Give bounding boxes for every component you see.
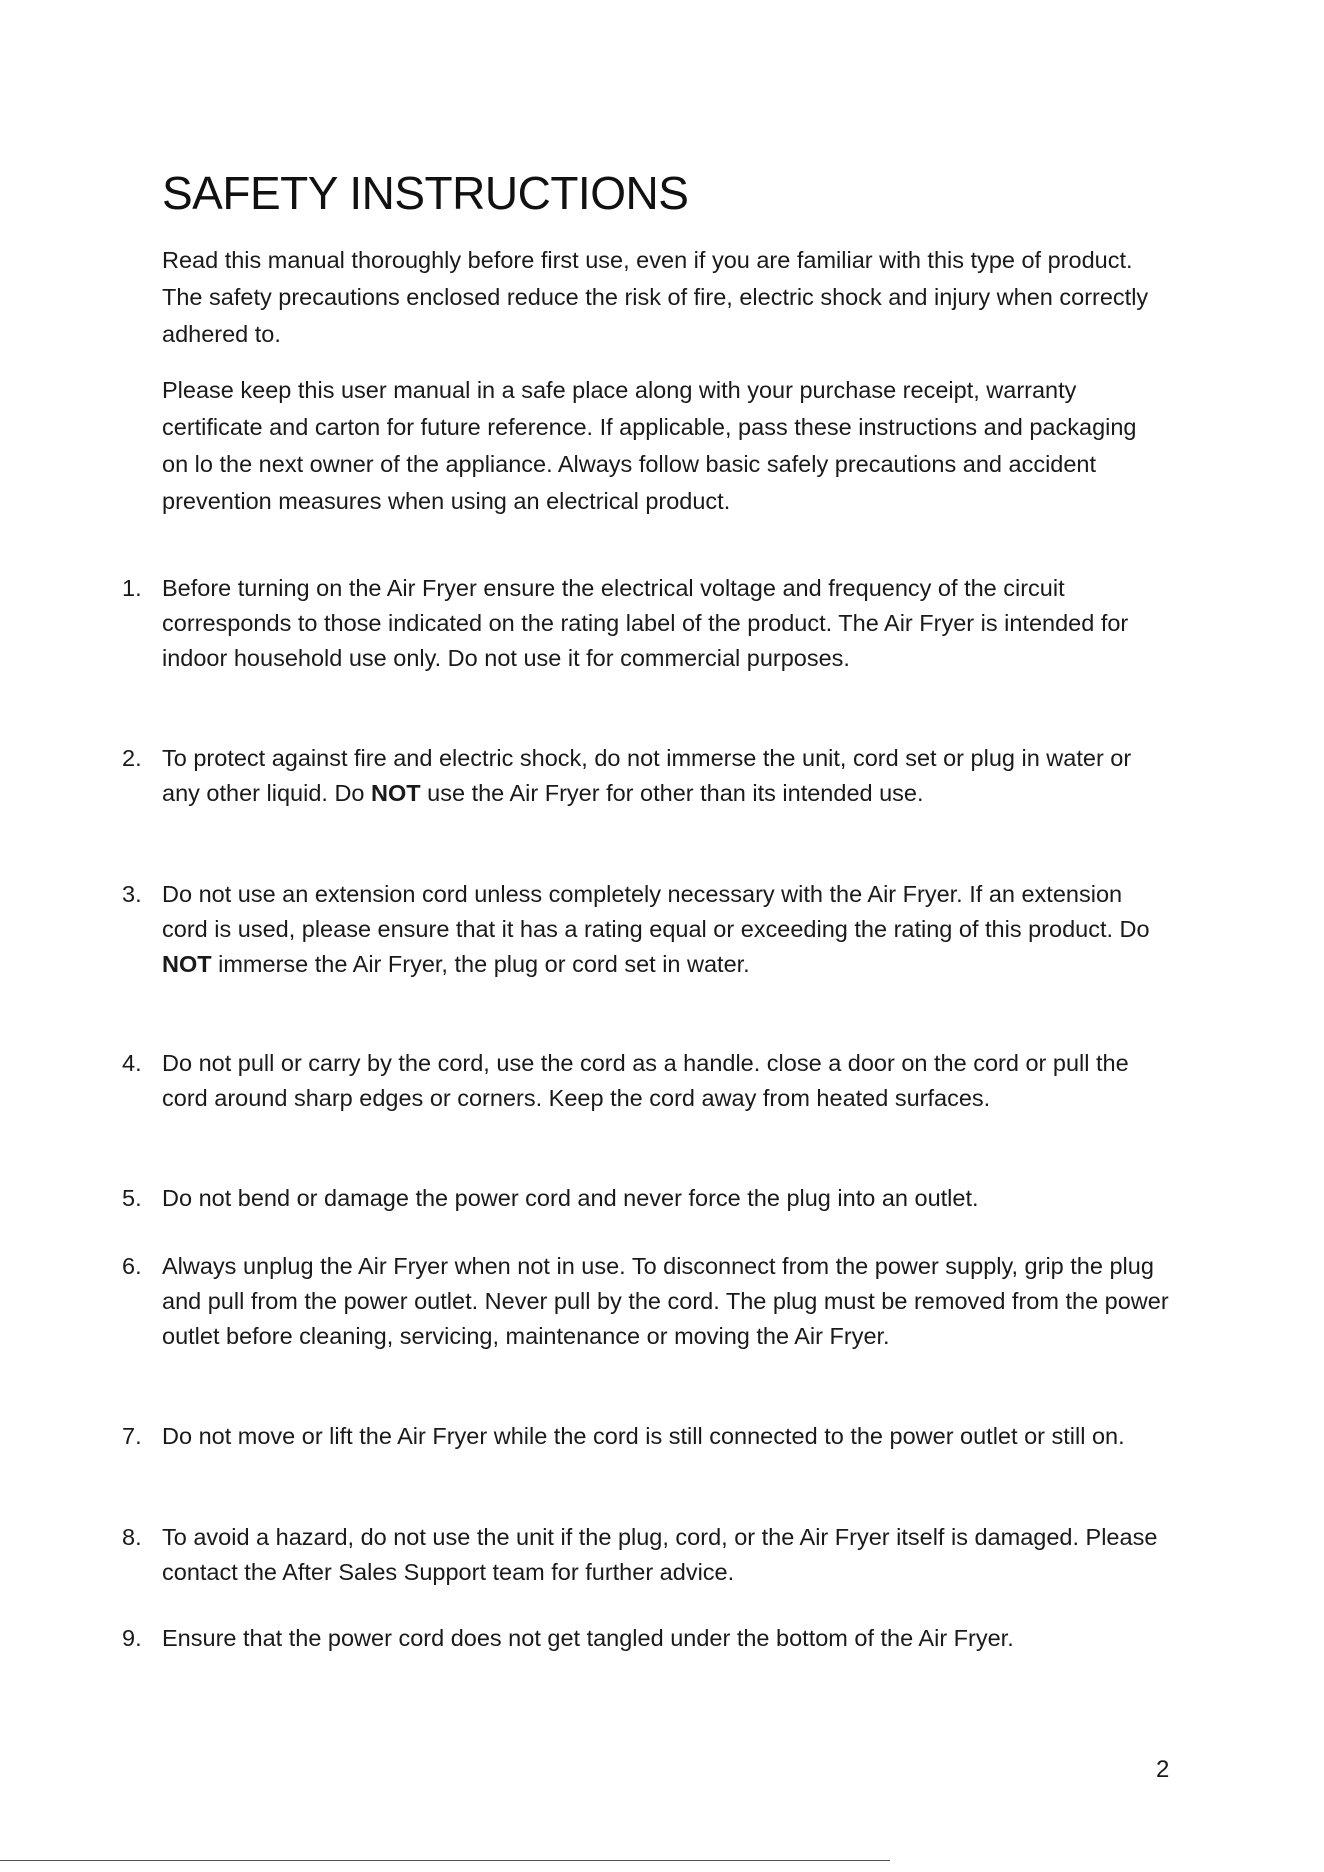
- intro-paragraph-1: Read this manual thoroughly before first use, even if you are familiar with this type of product. The safety precautions enclosed reduce the risk of fire, electric shock and injury when correctly adhered to.: [162, 247, 1149, 347]
- item-number: 5.: [122, 1185, 142, 1211]
- item-number: 2.: [122, 745, 142, 771]
- page-title: SAFETY INSTRUCTIONS: [162, 167, 689, 219]
- emphasis-not: NOT: [371, 780, 421, 806]
- item-number: 9.: [122, 1625, 142, 1651]
- emphasis-not: NOT: [162, 951, 212, 977]
- item-number: 4.: [122, 1050, 142, 1076]
- item-text: Do not use an extension cord unless completely necessary with the Air Fryer. If an extension cord is used, please ensure that it has a rating equal or exceeding the rating of this product. Do NOT immerse the Air Fryer, the plug or cord set in water.: [162, 881, 1150, 977]
- bottom-divider: [0, 1860, 890, 1861]
- item-text: Do not pull or carry by the cord, use the cord as a handle. close a door on the cord or pull the cord around sharp edges or corners. Keep the cord away from heated surfaces.: [162, 1050, 1129, 1111]
- item-text: Always unplug the Air Fryer when not in use. To disconnect from the power supply, grip the plug and pull from the power outlet. Never pull by the cord. The plug must be removed from the power outlet before cleaning, servicing, maintenance or moving the Air Fryer.: [162, 1253, 1169, 1349]
- item-text: Do not move or lift the Air Fryer while the cord is still connected to the power outlet or still on.: [162, 1423, 1125, 1449]
- item-text: Ensure that the power cord does not get tangled under the bottom of the Air Fryer.: [162, 1625, 1014, 1651]
- item-number: 1.: [122, 575, 142, 601]
- item-text: To avoid a hazard, do not use the unit if the plug, cord, or the Air Fryer itself is damaged. Please contact the After Sales Support team for further advice.: [162, 1524, 1158, 1585]
- item-number: 7.: [122, 1423, 142, 1449]
- item-number: 6.: [122, 1253, 142, 1279]
- item-text: Do not bend or damage the power cord and never force the plug into an outlet.: [162, 1185, 979, 1211]
- item-text: Before turning on the Air Fryer ensure the electrical voltage and frequency of the circuit corresponds to those indicated on the rating label of the product. The Air Fryer is intended for indoor household use only. Do not use it for commercial purposes.: [162, 575, 1129, 671]
- item-number: 3.: [122, 881, 142, 907]
- page-number: 2: [1156, 1756, 1170, 1783]
- intro-paragraph-2: Please keep this user manual in a safe place along with your purchase receipt, warranty certificate and carton for future reference. If applicable, pass these instructions and packaging on lo the next owner of the appliance. Always follow basic safely precautions and accident prevention measures when using an electrical product.: [162, 377, 1137, 514]
- item-text: To protect against fire and electric shock, do not immerse the unit, cord set or plug in water or any other liquid. Do NOT use the Air Fryer for other than its intended use.: [162, 745, 1132, 806]
- item-number: 8.: [122, 1524, 142, 1550]
